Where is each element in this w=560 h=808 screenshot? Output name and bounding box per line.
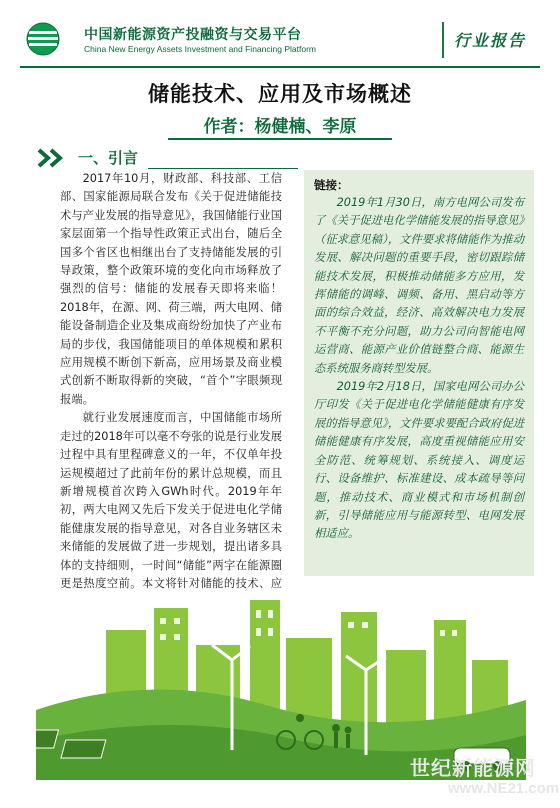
page-header	[0, 0, 560, 72]
header-divider	[442, 22, 444, 58]
double-chevron-icon	[36, 148, 72, 168]
link-sidebar	[304, 170, 534, 576]
report-type-tag: 行业报告	[454, 31, 527, 50]
section-title: 一、引言	[78, 149, 139, 167]
org-name-en: China New Energy Assets Investment and Financing Platform	[84, 44, 316, 54]
org-name-cn: 中国新能源资产投融资与交易平台	[84, 27, 302, 43]
watermark-cn: 世纪新能源网	[410, 756, 536, 780]
body-paragraph: 2017年10月，财政部、科技部、工信部、国家能源局联合发布《关于促进储能技术与产业发展的指导意见》，我国储能行业国家层面第一个指导性政策正式出台，随后全国多个省区也相继出台了支持储能发展的引导政策，整个政策环境的变化向市场释放了强烈的信号：储能的发展春天即将来临！2018年，在源、网、荷三端，两大电网、储能设备制造企业及集成商纷纷加快了产业布局的步伐，我国储能项目的单体规模和累积应用规模不断创下新高，应用场景及商业模式创新不断取得新的突破，“首个”字眼频现报端。	[60, 172, 282, 406]
intro-body	[60, 170, 282, 630]
watermark-en: www.NE21.com	[448, 780, 560, 797]
sidebar-heading: 链接：	[314, 178, 349, 192]
section-heading	[36, 144, 292, 170]
platform-logo-icon	[26, 22, 60, 56]
sidebar-paragraph: 2019年1月30日，南方电网公司发布了《关于促进电化学储能发展的指导意见》（征求意见稿），文件要求将储能作为推动发展、解决问题的重要手段，密切跟踪储能技术发展，积极推动储能多方应用，发挥储能的调峰、调频、备用、黑启动等方面的综合效益，经济、高效解决电力发展不平衡不充分问题，助力公司向智能电网运营商、能源产业价值链整合商、能源生态系统服务商转型发展。	[314, 196, 524, 375]
article-title: 储能技术、应用及市场概述	[148, 82, 412, 106]
article-author: 作者：杨健楠、李原	[168, 112, 392, 140]
header-rule	[20, 66, 540, 68]
body-paragraph: 就行业发展速度而言，中国储能市场所走过的2018年可以毫不夸张的说是行业发展过程中具有里程碑意义的一年，不仅单年投运规模超过了此前年份的累计总规模，而且新增规模首次跨入GWh时代。2019年年初，两大电网又先后下发关于促进电化学储能健康发展的指导意见，对各自业务辖区未来储能的发展做了进一步规划，提出诸多具体的支持细则，一时间“储能”两字在能源圈更是热度空前。本文将针对储能的技术、应	[60, 411, 282, 590]
sidebar-paragraph: 2019年2月18日，国家电网公司办公厅印发《关于促进电化学储能健康有序发展的指导意见》，文件要求要配合政府促进储能健康有序发展，高度重视储能应用安全防范、统筹规划、系统接入、调度运行、设备维护、标准建设、成本疏导等问题，推动技术、商业模式和市场机制创新，引导储能应用与能源转型、电网发展相适应。	[314, 380, 524, 541]
sidebar-text	[314, 194, 524, 544]
section-rule	[148, 168, 298, 169]
